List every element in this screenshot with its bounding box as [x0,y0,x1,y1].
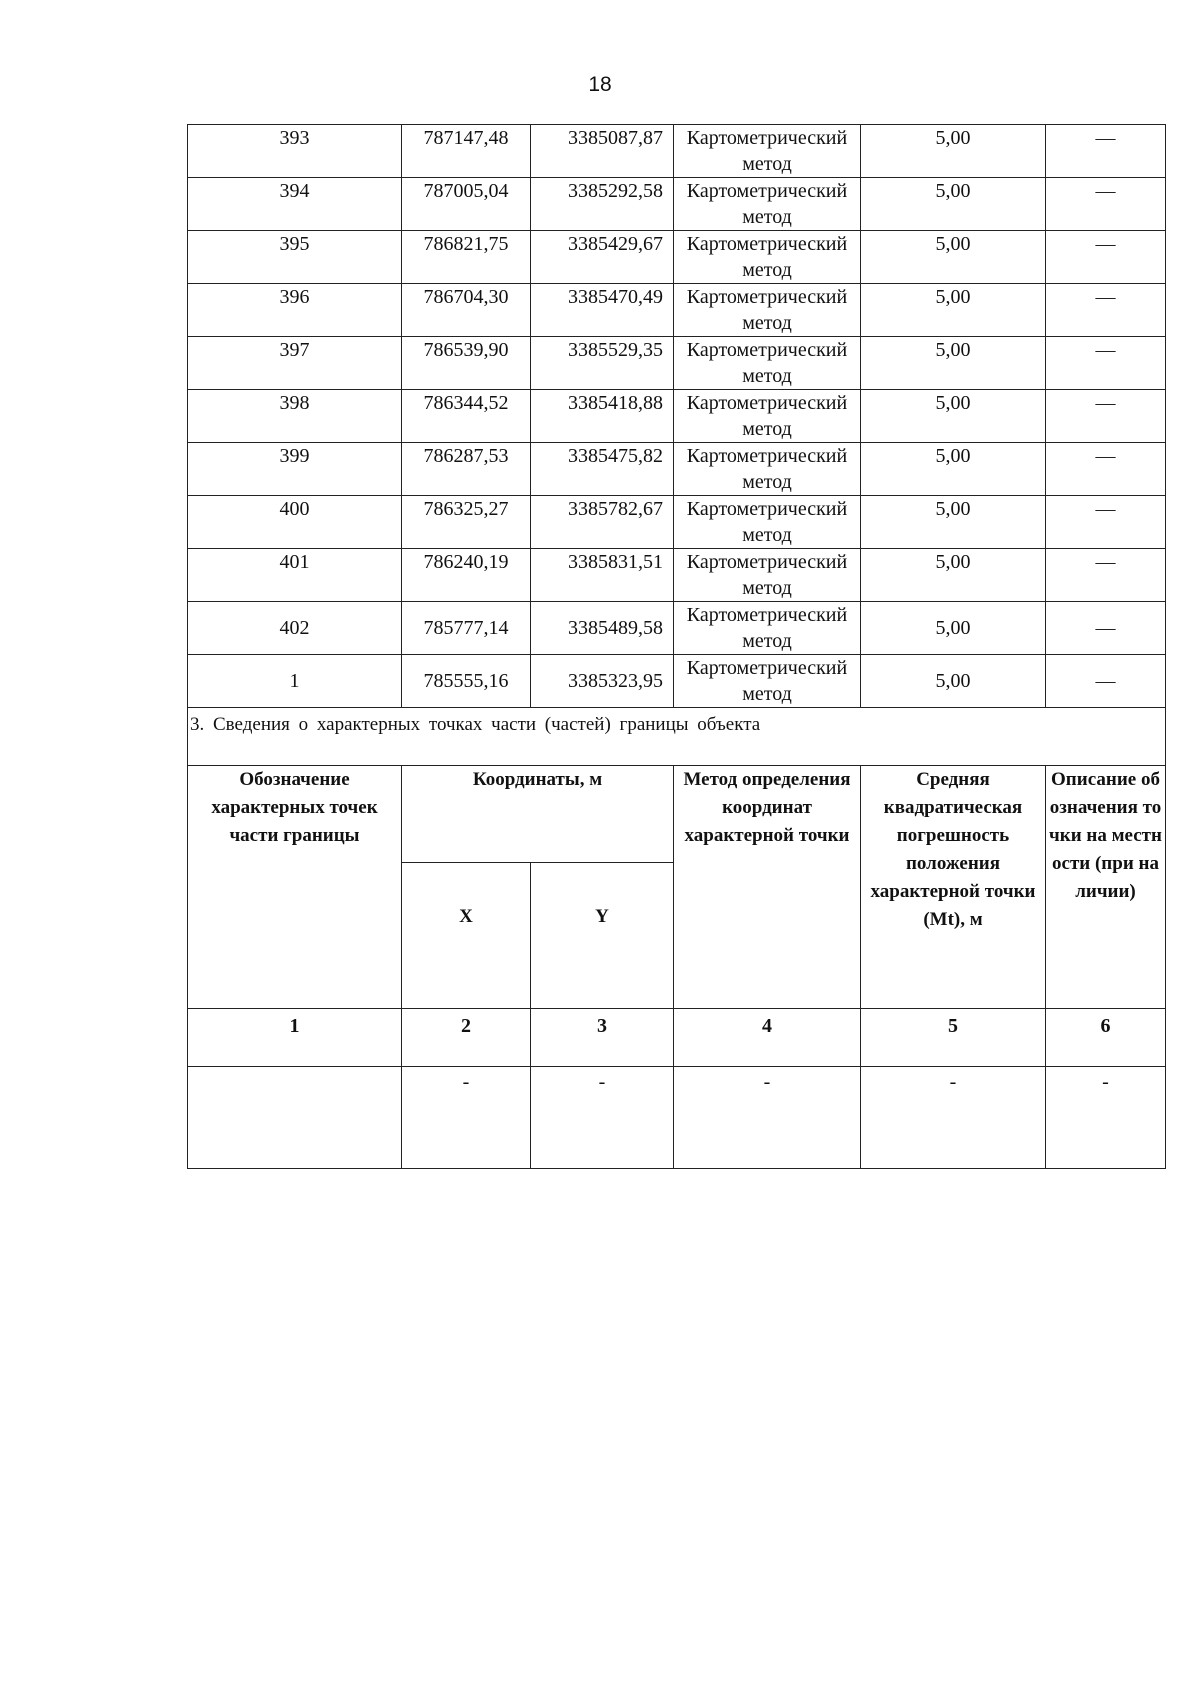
point-number: 398 [188,390,402,443]
point-description: — [1046,231,1166,284]
coord-x: 786287,53 [402,443,531,496]
method-line2: метод [742,630,792,652]
empty-data-row [188,1067,1166,1169]
empty-cell: - [402,1067,531,1169]
header-mt: Средняя квадратическая погрешность положения характерной точки (Mt), м [861,766,1046,1009]
point-number: 395 [188,231,402,284]
coord-y: 3385087,87 [531,125,674,178]
empty-cell: - [674,1067,861,1169]
mt-value: 5,00 [861,337,1046,390]
method-cell [674,443,861,496]
point-number: 1 [188,655,402,708]
method-line2: метод [742,206,792,228]
point-description: — [1046,496,1166,549]
method-line1: Картометрический [686,498,848,520]
point-description: — [1046,549,1166,602]
table-row [188,443,1166,496]
point-description: — [1046,390,1166,443]
method-cell [674,178,861,231]
coord-x: 787147,48 [402,125,531,178]
point-number: 393 [188,125,402,178]
point-description: — [1046,284,1166,337]
mt-value: 5,00 [861,231,1046,284]
mt-value: 5,00 [861,178,1046,231]
point-number: 399 [188,443,402,496]
coord-y: 3385292,58 [531,178,674,231]
table-row [188,549,1166,602]
coord-x: 785555,16 [402,655,531,708]
method-line1: Картометрический [686,286,848,308]
point-description: — [1046,125,1166,178]
coord-y: 3385323,95 [531,655,674,708]
coord-y: 3385429,67 [531,231,674,284]
method-line2: метод [742,683,792,705]
method-line1: Картометрический [686,604,848,626]
mt-value: 5,00 [861,390,1046,443]
method-cell [674,602,861,655]
column-number: 2 [402,1009,531,1067]
header-designation: Обозначение характерных точек части границы [188,766,402,1009]
method-line2: метод [742,471,792,493]
header-x: X [402,863,531,1009]
coord-y: 3385475,82 [531,443,674,496]
empty-cell: - [531,1067,674,1169]
coord-x: 786539,90 [402,337,531,390]
mt-value: 5,00 [861,549,1046,602]
method-line2: метод [742,524,792,546]
point-number: 394 [188,178,402,231]
coord-y: 3385470,49 [531,284,674,337]
point-number: 402 [188,602,402,655]
method-cell [674,549,861,602]
table-row [188,337,1166,390]
column-number: 1 [188,1009,402,1067]
column-numbers-row [188,1009,1166,1067]
method-line1: Картометрический [686,392,848,414]
method-cell [674,231,861,284]
mt-value: 5,00 [861,655,1046,708]
point-number: 396 [188,284,402,337]
empty-cell [188,1067,402,1169]
method-line1: Картометрический [686,551,848,573]
coord-x: 786240,19 [402,549,531,602]
mt-value: 5,00 [861,284,1046,337]
header-y: Y [531,863,674,1009]
coord-y: 3385831,51 [531,549,674,602]
column-number: 3 [531,1009,674,1067]
empty-cell: - [1046,1067,1166,1169]
coord-x: 786325,27 [402,496,531,549]
boundary-points-table [187,124,1166,1169]
method-line1: Картометрический [686,180,848,202]
method-cell [674,390,861,443]
method-line1: Картометрический [686,339,848,361]
coord-y: 3385489,58 [531,602,674,655]
method-line2: метод [742,312,792,334]
method-line2: метод [742,418,792,440]
table-row [188,284,1166,337]
table-row [188,602,1166,655]
point-number: 401 [188,549,402,602]
point-description: — [1046,178,1166,231]
table-row [188,390,1166,443]
method-cell [674,655,861,708]
method-line1: Картометрический [686,445,848,467]
method-line2: метод [742,577,792,599]
method-cell [674,337,861,390]
points-table-body [188,125,1166,1169]
point-number: 397 [188,337,402,390]
coord-x: 786821,75 [402,231,531,284]
method-line2: метод [742,259,792,281]
table-row [188,125,1166,178]
point-description: — [1046,655,1166,708]
point-description: — [1046,337,1166,390]
table-row [188,231,1166,284]
column-number: 5 [861,1009,1046,1067]
coord-x: 785777,14 [402,602,531,655]
coord-y: 3385529,35 [531,337,674,390]
mt-value: 5,00 [861,443,1046,496]
method-line1: Картометрический [686,657,848,679]
mt-value: 5,00 [861,496,1046,549]
table-row [188,178,1166,231]
coord-x: 787005,04 [402,178,531,231]
table-row [188,496,1166,549]
method-cell [674,125,861,178]
point-number: 400 [188,496,402,549]
method-line2: метод [742,153,792,175]
coord-x: 786344,52 [402,390,531,443]
column-number: 4 [674,1009,861,1067]
mt-value: 5,00 [861,125,1046,178]
method-line1: Картометрический [686,127,848,149]
page-number: 18 [588,73,612,96]
method-cell [674,496,861,549]
section-3-title-row [188,708,1166,766]
method-line1: Картометрический [686,233,848,255]
mt-value: 5,00 [861,602,1046,655]
coord-x: 786704,30 [402,284,531,337]
point-description: — [1046,602,1166,655]
table-row [188,655,1166,708]
coord-y: 3385782,67 [531,496,674,549]
header-description: Описание обозначения точки на местности (при наличии) [1046,766,1166,1009]
method-cell [674,284,861,337]
header-coordinates: Координаты, м [402,766,674,863]
empty-cell: - [861,1067,1046,1169]
method-line2: метод [742,365,792,387]
header-row [188,766,1166,863]
column-number: 6 [1046,1009,1166,1067]
coord-y: 3385418,88 [531,390,674,443]
point-description: — [1046,443,1166,496]
header-method: Метод определения координат характерной точки [674,766,861,1009]
section-3-title: 3. Сведения о характерных точках части (частей) границы объекта [188,708,1166,766]
